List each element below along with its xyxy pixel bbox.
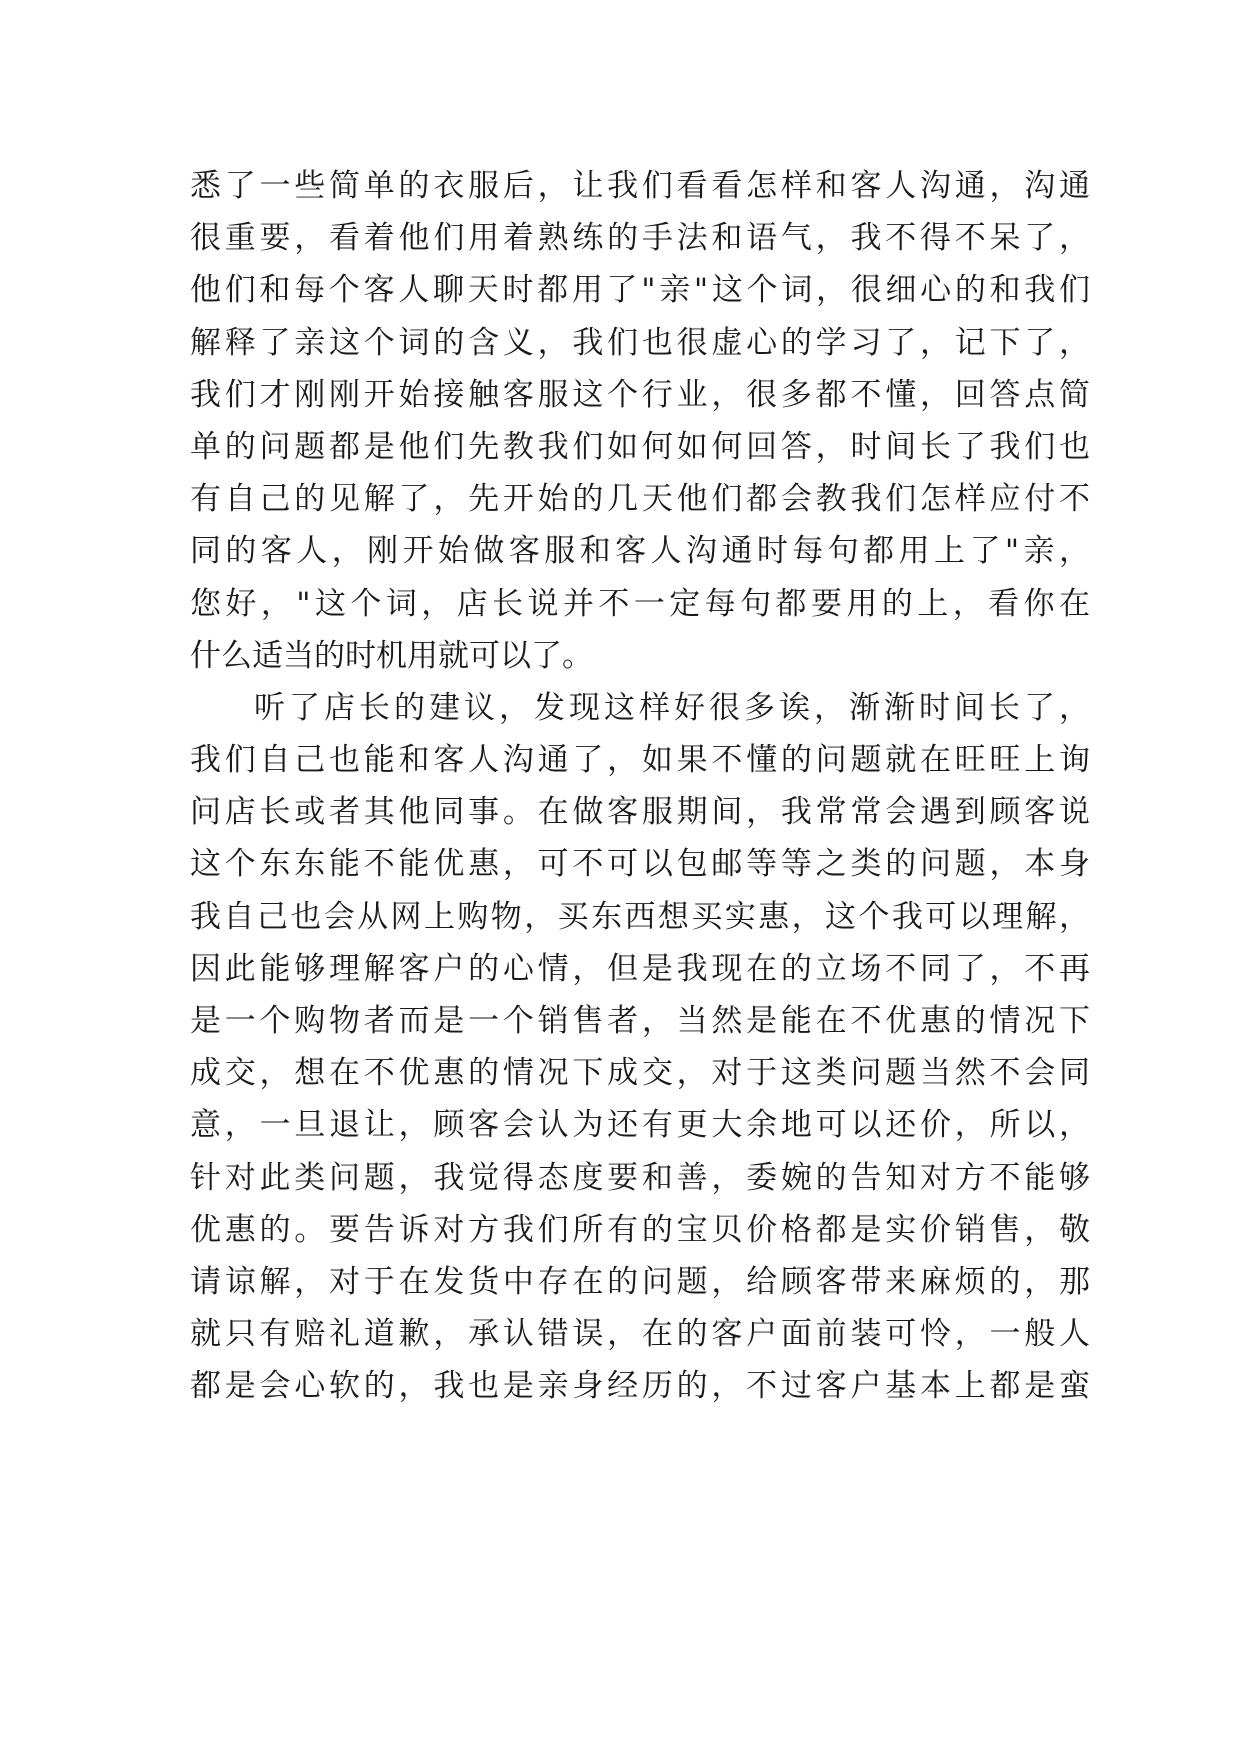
text-line: 他们和每个客人聊天时都用了"亲"这个词，很细心的和我们 <box>190 272 1090 309</box>
text-line: 很重要，看着他们用着熟练的手法和语气，我不得不呆了， <box>190 220 1090 257</box>
text-line: 同的客人，刚开始做客服和客人沟通时每句都用上了"亲， <box>190 533 1090 570</box>
paragraph-2 <box>190 682 1090 1413</box>
text-line: 什么适当的时机用就可以了。 <box>190 637 593 674</box>
text-line: 解释了亲这个词的含义，我们也很虚心的学习了，记下了， <box>190 324 1090 361</box>
document-body <box>190 160 1090 1413</box>
text-line: 因此能够理解客户的心情，但是我现在的立场不同了，不再 <box>190 950 1090 987</box>
text-line: 是一个购物者而是一个销售者，当然是能在不优惠的情况下 <box>190 1003 1090 1039</box>
text-line: 都是会心软的，我也是亲身经历的，不过客户基本上都是蛮 <box>190 1368 1090 1405</box>
text-line: 听了店长的建议，发现这样好很多诶，渐渐时间长了， <box>254 689 1090 726</box>
text-line: 我们自己也能和客人沟通了，如果不懂的问题就在旺旺上询 <box>190 742 1090 779</box>
text-line: 请谅解，对于在发货中存在的问题，给顾客带来麻烦的，那 <box>190 1263 1090 1300</box>
text-line: 问店长或者其他同事。在做客服期间，我常常会遇到顾客说 <box>190 794 1090 831</box>
text-line: 您好，"这个词，店长说并不一定每句都要用的上，看你在 <box>190 585 1090 622</box>
text-line: 意，一旦退让，顾客会认为还有更大余地可以还价，所以， <box>190 1107 1090 1144</box>
text-line: 成交，想在不优惠的情况下成交，对于这类问题当然不会同 <box>190 1055 1090 1092</box>
text-line: 这个东东能不能优惠，可不可以包邮等等之类的问题，本身 <box>190 846 1090 883</box>
text-line: 单的问题都是他们先教我们如何如何回答，时间长了我们也 <box>190 428 1090 465</box>
text-line: 我们才刚刚开始接触客服这个行业，很多都不懂，回答点简 <box>190 376 1090 413</box>
text-line: 就只有赔礼道歉，承认错误，在的客户面前装可怜，一般人 <box>190 1316 1090 1353</box>
text-line: 优惠的。要告诉对方我们所有的宝贝价格都是实价销售，敬 <box>190 1211 1090 1248</box>
text-line: 针对此类问题，我觉得态度要和善，委婉的告知对方不能够 <box>190 1159 1090 1196</box>
paragraph-1 <box>190 160 1090 682</box>
text-line: 我自己也会从网上购物，买东西想买实惠，这个我可以理解， <box>190 898 1090 935</box>
text-line: 有自己的见解了，先开始的几天他们都会教我们怎样应付不 <box>190 481 1090 518</box>
text-line: 悉了一些简单的衣服后，让我们看看怎样和客人沟通，沟通 <box>190 168 1090 204</box>
